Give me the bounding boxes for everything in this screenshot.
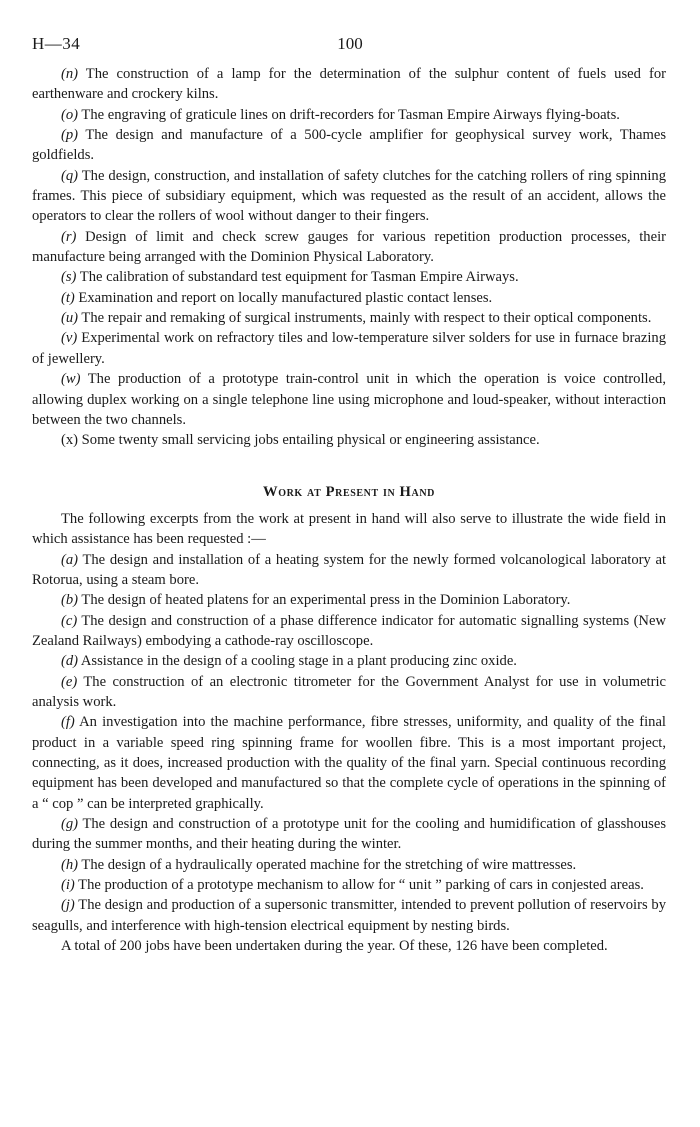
body-text <box>32 64 666 956</box>
item-text: The design of a hydraulically operated machine for the stretching of wire mattresses. <box>78 856 577 873</box>
list-item <box>32 651 666 671</box>
item-text: The design and production of a supersonic transmitter, intended to prevent pollution of reservoirs by seagulls, and interference with high-tension electrical equipment by nesting birds. <box>32 897 666 934</box>
item-text: The design, construction, and installation of safety clutches for the catching rollers of ring spinning frames. This piece of subsidiary equipment, which was requested as the result of an accident, allows the operators to clear the rollers of wool without danger to their fingers. <box>32 167 666 225</box>
list-item <box>32 611 666 652</box>
list-item <box>32 895 666 936</box>
list-item <box>32 267 666 287</box>
item-label: (t) <box>61 289 75 306</box>
item-text: The design of heated platens for an experimental press in the Dominion Laboratory. <box>78 592 571 609</box>
item-label: (b) <box>61 592 79 609</box>
item-label: (p) <box>61 127 79 144</box>
document-reference: H—34 <box>32 34 81 53</box>
item-label: (o) <box>61 106 79 123</box>
list-item <box>32 227 666 268</box>
list-item <box>32 550 666 591</box>
list-item <box>32 672 666 713</box>
item-text: The design and construction of a prototype unit for the cooling and humidification of glasshouses during the summer months, and their heating during the winter. <box>32 816 666 853</box>
list-item <box>32 369 666 430</box>
item-label: (c) <box>61 612 78 629</box>
item-label: (r) <box>61 228 77 245</box>
item-label: (q) <box>61 167 79 184</box>
list-item <box>32 814 666 855</box>
item-text: The design and manufacture of a 500-cycle amplifier for geophysical survey work, Thames goldfields. <box>32 127 666 164</box>
page-header <box>0 34 700 56</box>
item-label: (a) <box>61 551 79 568</box>
list-item <box>32 308 666 328</box>
closing-paragraph: A total of 200 jobs have been undertaken during the year. Of these, 126 have been completed. <box>61 938 608 955</box>
list-item <box>32 64 666 105</box>
item-text: Examination and report on locally manufactured plastic contact lenses. <box>74 289 493 306</box>
list-item <box>32 288 666 308</box>
item-label: (f) <box>61 714 75 731</box>
item-label: (u) <box>61 310 79 327</box>
item-text: An investigation into the machine performance, fibre stresses, uniformity, and quality of the final product in a variable speed ring spinning frame for woollen fibre. This is a most important project, connecting, as it does, increased production with the quality of the final yarn. Special continuous recording equipment has been developed and manufactured so that the complete cycle of operations in the spinning of a “ cop ” can be interpreted graphically. <box>32 714 666 812</box>
item-label: (h) <box>61 856 79 873</box>
list-item <box>32 712 666 814</box>
list-item <box>32 125 666 166</box>
item-text: The repair and remaking of surgical instruments, mainly with respect to their optical components. <box>78 310 652 327</box>
section-heading: Work at Present in Hand <box>263 483 435 500</box>
item-label: (d) <box>61 653 79 670</box>
section-intro: The following excerpts from the work at present in hand will also serve to illustrate the wide field in which assistance has been requested :— <box>32 510 666 548</box>
item-label: (x) <box>61 432 79 449</box>
item-text: The construction of an electronic titrometer for the Government Analyst for use in volumetric analysis work. <box>32 673 666 710</box>
list-item <box>32 430 666 450</box>
page-number: 100 <box>337 34 363 53</box>
item-text: The production of a prototype mechanism to allow for “ unit ” parking of cars in conjested areas. <box>74 877 644 894</box>
item-text: The engraving of graticule lines on drift-recorders for Tasman Empire Airways flying-boats. <box>78 106 620 123</box>
item-text: The construction of a lamp for the determination of the sulphur content of fuels used for earthenware and crockery kilns. <box>32 66 666 103</box>
item-label: (i) <box>61 877 75 894</box>
item-label: (w) <box>61 371 81 388</box>
item-text: Assistance in the design of a cooling stage in a plant producing zinc oxide. <box>78 653 517 670</box>
item-text: Experimental work on refractory tiles and low-temperature silver solders for use in furnace brazing of jewellery. <box>32 330 666 367</box>
item-text: The production of a prototype train-control unit in which the operation is voice controlled, allowing duplex working on a single telephone line using microphone and loud-speaker, without interaction between the two channels. <box>32 371 666 428</box>
item-label: (e) <box>61 673 78 690</box>
list-item <box>32 590 666 610</box>
list-item <box>32 328 666 369</box>
item-label: (v) <box>61 330 78 347</box>
item-label: (s) <box>61 269 77 286</box>
list-item <box>32 875 666 895</box>
item-label: (j) <box>61 897 75 914</box>
item-text: The calibration of substandard test equipment for Tasman Empire Airways. <box>76 269 519 286</box>
list-item <box>32 166 666 227</box>
item-label: (g) <box>61 816 79 833</box>
list-item <box>32 105 666 125</box>
item-text: The design and installation of a heating system for the newly formed volcanological laboratory at Rotorua, using a steam bore. <box>32 551 666 588</box>
item-text: Design of limit and check screw gauges for various repetition production processes, their manufacture being arranged with the Dominion Physical Laboratory. <box>32 228 666 266</box>
item-text: Some twenty small servicing jobs entailing physical or engineering assistance. <box>78 432 540 449</box>
list-item <box>32 855 666 875</box>
item-text: The design and construction of a phase difference indicator for automatic signalling systems (New Zealand Railways) embodying a cathode-ray oscilloscope. <box>32 612 666 649</box>
item-label: (n) <box>61 66 79 82</box>
